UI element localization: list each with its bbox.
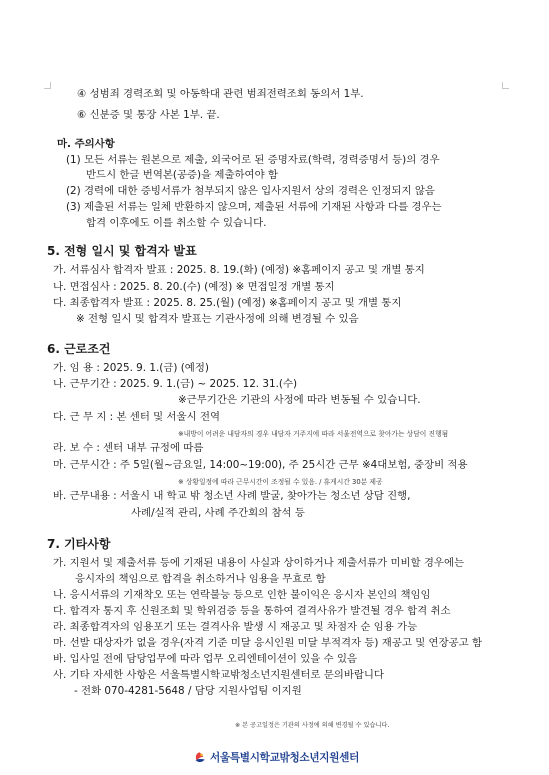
section-heading: 7. 기타사항 <box>47 537 111 551</box>
text-line: 가. 임 용 : 2025. 9. 1.(금) (예정) <box>53 362 209 374</box>
text-line: 다. 최종합격자 발표 : 2025. 8. 25.(월) (예정) ※홈페이지 공고 및 개별 통지 <box>53 297 402 309</box>
footer-org-name: 서울특별시학교밖청소년지원센터 <box>210 752 360 764</box>
text-line: 사례/실적 관리, 사례 주간회의 참석 등 <box>131 507 305 519</box>
org-logo-icon <box>193 751 206 764</box>
text-line: 마. 선발 대상자가 없을 경우(자격 기준 미달 응시인원 미달 부적격자 등) 재공고 및 연장공고 함 <box>53 637 483 649</box>
text-line: 가. 지원서 및 제출서류 등에 기재된 내용이 사실과 상이하거나 제출서류가 미비할 경우에는 <box>53 557 465 569</box>
section-heading: 5. 전형 일시 및 합격자 발표 <box>47 244 197 258</box>
text-line: ⑥ 신분증 및 통장 사본 1부. 끝. <box>77 109 220 121</box>
text-line: 다. 합격자 통지 후 신원조회 및 학위검증 등을 통하여 결격사유가 발견될 경우 합격 취소 <box>53 605 451 617</box>
footer-logo <box>193 750 359 765</box>
section-heading: 마. 주의사항 <box>57 138 115 150</box>
text-line: ※ 본 공고일정은 기관의 사정에 의해 변경될 수 있습니다. <box>235 722 390 729</box>
text-line: ※ 전형 일시 및 합격자 발표는 기관사정에 의해 변경될 수 있음 <box>76 313 359 325</box>
text-line: 나. 면접심사 : 2025. 8. 20.(수) (예정) ※ 면접일정 개별 통지 <box>53 281 335 293</box>
text-line: - 전화 070-4281-5648 / 담당 지원사업팀 이지원 <box>74 685 302 697</box>
text-line: 사. 기타 자세한 사항은 서울특별시학교밖청소년지원센터로 문의바랍니다 <box>53 669 384 681</box>
text-line: 라. 최종합격자의 임용포기 또는 결격사유 발생 시 재공고 및 차점자 순 임용 가능 <box>53 621 418 633</box>
text-line: 마. 근무시간 : 주 5일(월~금요일, 14:00~19:00), 주 25시간 근무 ※4대보험, 중장비 적용 <box>53 459 468 471</box>
text-line: 다. 근 무 지 : 본 센터 및 서울시 전역 <box>53 411 221 423</box>
text-line: ④ 성범죄 경력조회 및 아동학대 관련 범죄전력조회 동의서 1부. <box>77 88 364 100</box>
text-line: 나. 응시서류의 기재착오 또는 연락불능 등으로 인한 불이익은 응시자 본인의 책임임 <box>53 589 431 601</box>
text-line: ※내방이 어려운 내담자의 경우 내담자 거주지에 따라 서울전역으로 찾아가는 상담이 진행됨 <box>178 430 449 438</box>
text-line: ※ 상황일정에 따라 근무시간이 조정될 수 있음. / 휴게시간 30분 제공 <box>178 478 383 486</box>
text-line: 반드시 한글 번역본(공증)을 제출하여야 함 <box>86 169 278 181</box>
text-line: 바. 입사일 전에 담당업무에 따라 업무 오리엔테이션이 있을 수 있음 <box>53 653 358 665</box>
text-line: (1) 모든 서류는 원본으로 제출, 외국어로 된 증명자료(학력, 경력증명서 등)의 경우 <box>66 154 440 166</box>
text-line: 가. 서류심사 합격자 발표 : 2025. 8. 19.(화) (예정) ※홈페이지 공고 및 개별 통지 <box>53 264 425 276</box>
text-line: 바. 근무내용 : 서울시 내 학교 밖 청소년 사례 발굴, 찾아가는 청소년 상담 진행, <box>53 490 411 502</box>
text-line: (3) 제출된 서류는 일체 반환하지 않으며, 제출된 서류에 기재된 사항과 다를 경우는 <box>66 201 442 213</box>
text-line: 나. 근무기간 : 2025. 9. 1.(금) ~ 2025. 12. 31.(수) <box>53 378 298 390</box>
text-line: 응시자의 책임으로 합격을 취소하거나 임용을 무효로 함 <box>75 573 326 585</box>
text-line: ※근무기간은 기관의 사정에 따라 변동될 수 있습니다. <box>178 394 421 406</box>
text-line: 라. 보 수 : 센터 내부 규정에 따름 <box>53 442 204 454</box>
section-heading: 6. 근로조건 <box>47 342 111 356</box>
text-line: 합격 이후에도 이를 취소할 수 있습니다. <box>86 217 267 229</box>
text-line: (2) 경력에 대한 증빙서류가 첨부되지 않은 입사지원서 상의 경력은 인정되지 않음 <box>66 185 435 197</box>
page-corner-mark-right <box>502 82 509 89</box>
page-corner-mark-left <box>44 82 51 89</box>
